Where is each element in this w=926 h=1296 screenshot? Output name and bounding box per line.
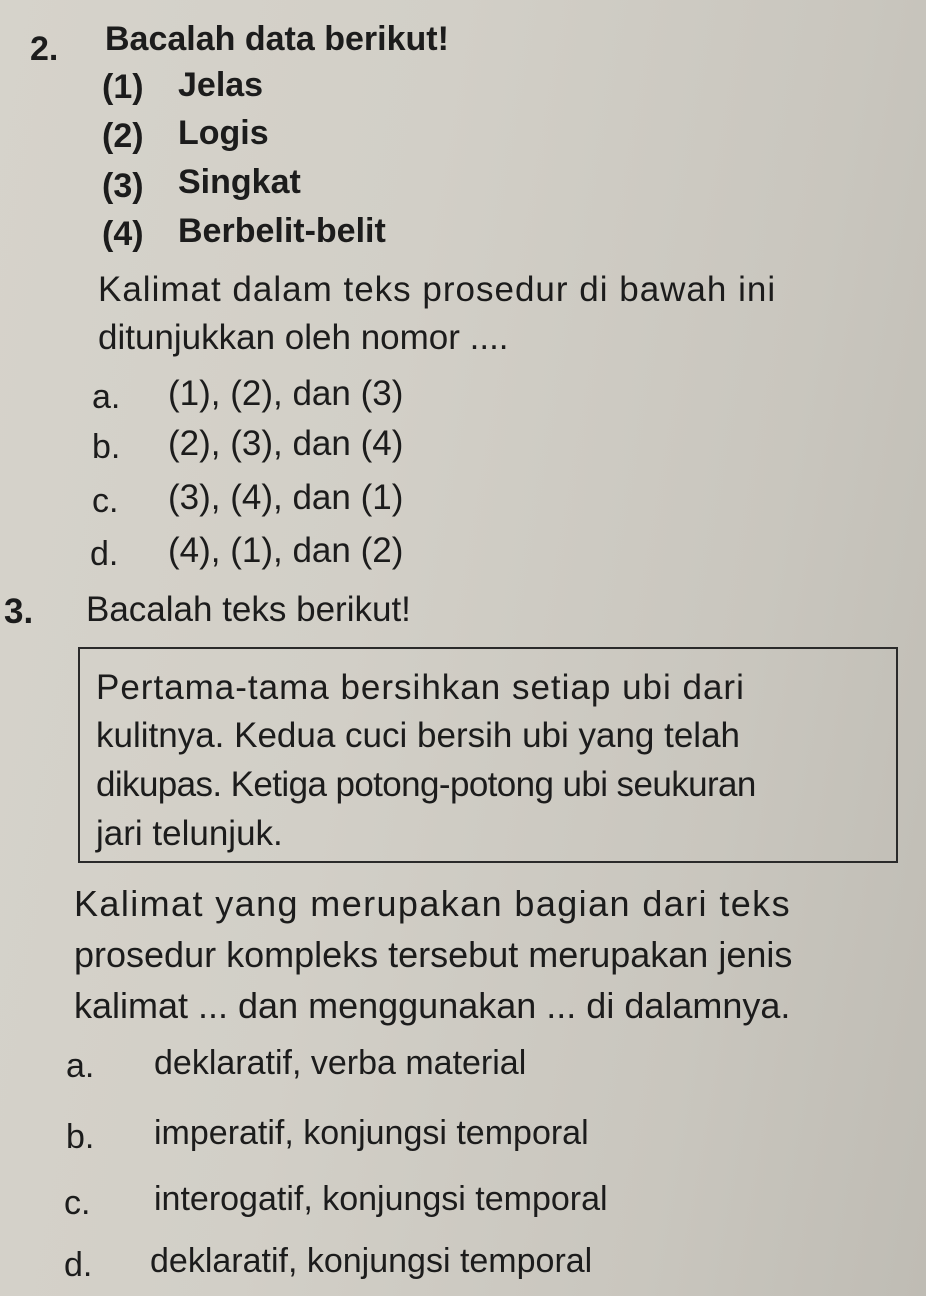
question-3-stem-line-3: kalimat ... dan menggunakan ... di dalamnya.	[74, 985, 791, 1026]
box-line-1: Pertama-tama bersihkan setiap ubi dari	[96, 668, 745, 707]
item-3-text: Singkat	[178, 163, 301, 201]
q3-option-d-text[interactable]: deklaratif, konjungsi temporal	[150, 1242, 593, 1280]
q2-option-d-text[interactable]: (4), (1), dan (2)	[168, 531, 404, 570]
item-1-text: Jelas	[178, 66, 264, 104]
item-4-number: (4)	[102, 215, 144, 253]
question-2-stem-line-2: ditunjukkan oleh nomor ....	[98, 318, 509, 357]
question-2-title: Bacalah data berikut!	[105, 20, 449, 58]
q3-option-c-letter[interactable]: c.	[64, 1184, 91, 1222]
question-3-stem-line-1: Kalimat yang merupakan bagian dari teks	[74, 883, 791, 924]
q3-option-b-text[interactable]: imperatif, konjungsi temporal	[154, 1114, 589, 1152]
q2-option-b-letter[interactable]: b.	[92, 428, 121, 466]
q2-option-c-letter[interactable]: c.	[92, 482, 119, 520]
question-3-title: Bacalah teks berikut!	[86, 590, 411, 629]
item-2-text: Logis	[178, 114, 269, 152]
item-4-text: Berbelit-belit	[178, 212, 386, 250]
box-line-3: dikupas. Ketiga potong-potong ubi seukuran	[96, 765, 756, 804]
item-3-number: (3)	[102, 167, 144, 205]
item-2-number: (2)	[102, 117, 144, 155]
q3-option-a-letter[interactable]: a.	[66, 1047, 95, 1085]
item-1-number: (1)	[102, 68, 144, 106]
q3-option-b-letter[interactable]: b.	[66, 1118, 95, 1156]
q3-option-d-letter[interactable]: d.	[64, 1246, 93, 1284]
q2-option-a-letter[interactable]: a.	[92, 378, 121, 416]
question-3-number: 3.	[4, 592, 34, 631]
q2-option-c-text[interactable]: (3), (4), dan (1)	[168, 478, 404, 517]
question-3-stem-line-2: prosedur kompleks tersebut merupakan jenis	[74, 934, 793, 975]
box-line-4: jari telunjuk.	[96, 814, 283, 853]
box-line-2: kulitnya. Kedua cuci bersih ubi yang telah	[96, 716, 741, 755]
q3-option-c-text[interactable]: interogatif, konjungsi temporal	[154, 1180, 608, 1218]
q2-option-b-text[interactable]: (2), (3), dan (4)	[168, 424, 404, 463]
q2-option-a-text[interactable]: (1), (2), dan (3)	[168, 374, 404, 413]
q3-option-a-text[interactable]: deklaratif, verba material	[154, 1044, 527, 1082]
q2-option-d-letter[interactable]: d.	[90, 535, 119, 573]
question-2-number: 2.	[30, 30, 59, 68]
question-2-stem-line-1: Kalimat dalam teks prosedur di bawah ini	[98, 270, 777, 309]
